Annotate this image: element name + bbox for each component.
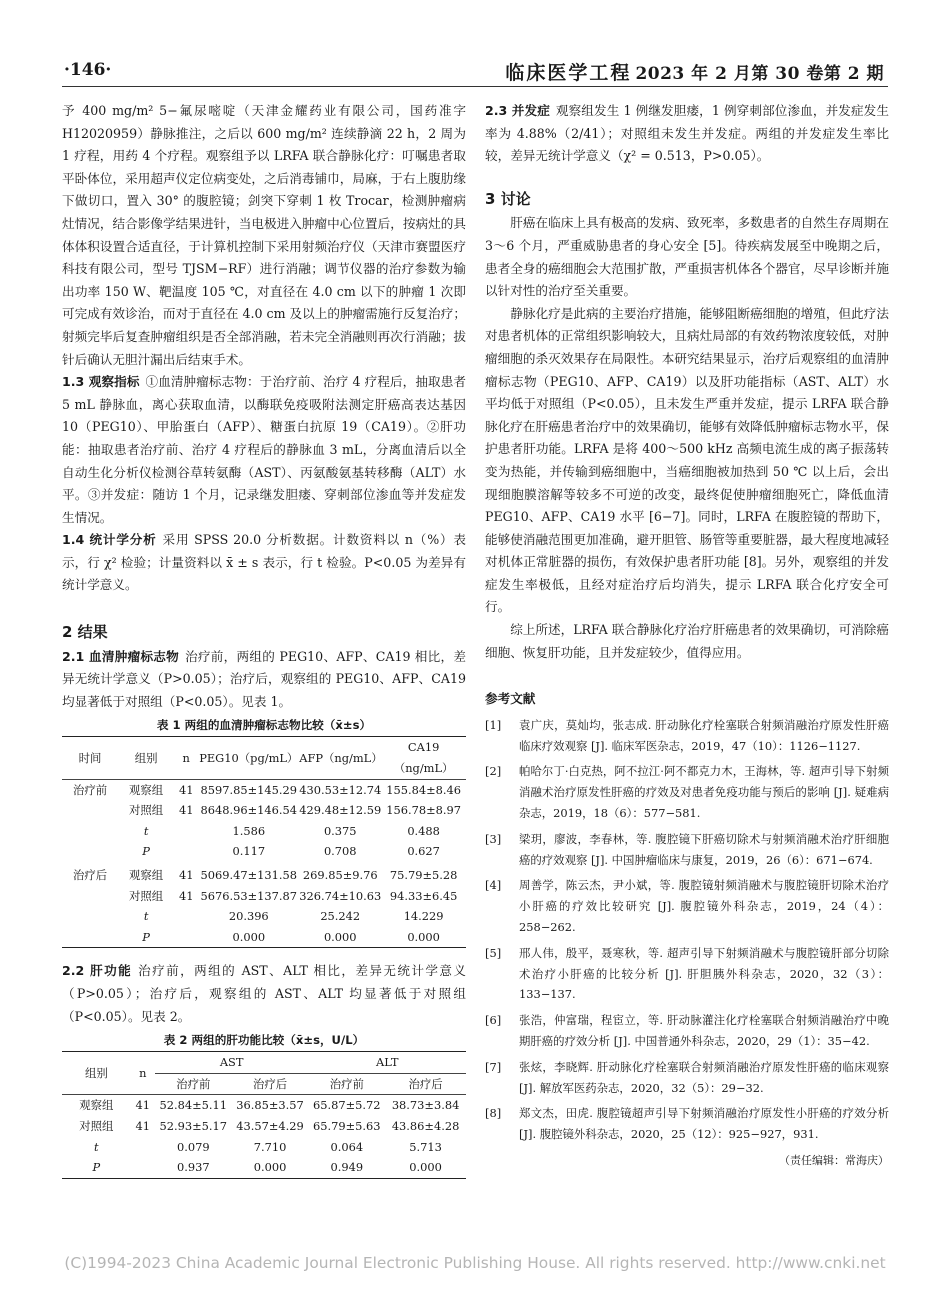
table1-cell [62,800,118,821]
table2-cell: 0.949 [308,1157,385,1178]
table1-header: AFP（ng/mL） [299,737,381,779]
reference-number: [6] [485,1013,502,1028]
table1-cell: 156.78±8.97 [386,803,461,818]
reference-number: [5] [485,945,502,960]
section-1-4-title: 1.4 统计学分析 [62,532,157,548]
table1-cell: 0.117 [232,844,266,859]
table2-header-group: 组别 [62,1052,131,1095]
section-1-3-title: 1.3 观察指标 [62,374,140,390]
reference-text: 袁广庆，莫灿均，张志成. 肝动脉化疗栓塞联合射频消融治疗原发性肝癌临床疗效观察 [J]. 临床军医杂志，2019，47（10）：1126−1127. [519,717,889,753]
section-2-2-body: 治疗前，两组的 AST、ALT 相比，差异无统计学意义（P>0.05）；治疗后，观察组的 AST、ALT 均显著低于对照组（P<0.05）。见表 2。 [62,963,466,1024]
table1-cell [62,906,118,927]
reference-number: [7] [485,1059,502,1074]
discussion-paragraph-1: 肝癌在临床上具有极高的发病、致死率，多数患者的自然生存周期在 3～6 个月，严重威胁患者的身心安全 [5]。待疾病发展至中晚期之后，患者全身的癌细胞会大范围扩散，严重损害机体各个器官，尽早诊断并施以针对性的治疗至关重要。 [485,215,889,299]
reference-text: 张浩，仲富瑞，程宦立，等. 肝动脉灌注化疗栓塞联合射频消融治疗中晚期肝癌的疗效分析 [J]. 中国普通外科杂志，2020，29（1）：35−42. [519,1013,889,1048]
table2-cell: 36.85±3.57 [236,1098,304,1113]
table2-row [62,1095,466,1116]
table2 [62,1051,466,1179]
table1-cell: t [143,823,149,838]
reference-item [485,1057,889,1099]
table1-row [62,927,466,948]
table2-header-after: 治疗后 [385,1073,466,1095]
left-column [62,100,466,1179]
journal-name: 临床医学工程 [505,62,632,84]
reference-text: 帕哈尔丁·白克热，阿不拉江·阿不都克力木，王海林，等. 超声引导下射频消融术治疗原发性肝癌的疗效及对患者免疫功能与预后的影响 [J]. 疑难病杂志，2019，18（6）：577−581. [519,764,889,821]
page-number: ·146· [64,60,112,80]
table1-cell [174,841,198,862]
table1-row [62,886,466,907]
copyright-watermark: (C)1994-2023 China Academic Journal Electronic Publishing House. All rights reserved. http://www.cnki.net [64,1254,886,1272]
table2-cell: 观察组 [79,1098,114,1113]
table1-cell [174,906,198,927]
table1-caption: 表 1 两组的血清肿瘤标志物比较（x̄±s） [156,718,372,733]
table1-cell: 8597.85±145.29 [200,782,298,797]
references-list [485,715,889,1145]
reference-item [485,1010,889,1052]
reference-item [485,943,889,1005]
section-2-2 [62,960,466,1028]
table1-cell: 75.79±5.28 [389,868,458,882]
table2-cell: 0.064 [330,1139,364,1154]
table1-cell [174,927,198,948]
table2-cell: 对照组 [79,1118,114,1133]
reference-number: [1] [485,717,502,732]
table1-cell: 25.242 [320,909,361,924]
table2-cell: 43.86±4.28 [391,1118,460,1133]
table1-cell: 0.708 [323,844,357,859]
table2-header-alt: ALT [308,1052,466,1074]
table1-cell [174,821,198,842]
table1-row [62,821,466,842]
table1-cell: 5676.53±137.87 [200,888,298,903]
table1-cell: 0.627 [407,844,440,859]
section-2-title: 2 结果 [62,623,108,642]
table1-cell: 0.375 [323,823,357,838]
reference-number: [4] [485,878,502,893]
section-1-3 [62,371,466,529]
section-2-3-body: 观察组发生 1 例继发胆瘘，1 例穿刺部位渗血，并发症发生率为 4.88%（2/41）；对照组未发生并发症。两组的并发症发生率比较，差异无统计学意义（χ² = 0.513，P>0.05）。 [485,103,889,164]
reference-text: 邢人伟，殷平，聂寒秋，等. 超声引导下射频消融术与腹腔镜肝部分切除术治疗小肝癌的比较分析 [J]. 肝胆胰外科杂志，2020，32（3）：133−137. [519,945,889,1002]
table1-row [62,841,466,862]
table2-header-ast: AST [155,1052,309,1074]
table2-cell: 0.000 [232,1157,309,1178]
table2-cell: 52.84±5.11 [159,1098,228,1113]
methods-paragraph: 予 400 mg/m² 5−氟尿嘧啶（天津金耀药业有限公司，国药准字 H12020959）静脉推注，之后以 600 mg/m² 连续静滴 22 h，2 周为 1 疗程，用药 4 个疗程。观察组予以 LRFA 联合静脉化疗：叮嘱患者取平卧体位，采用超声仪定位病变处，之后消毒铺巾，局麻，于右上腹肋缘下做切口，置入 30° 的腹腔镜；剑突下穿刺 1 枚 Trocar，检测肿瘤病灶情况，结合影像学结果进针，当电极进入肿瘤中心位置后，按病灶的具体体积设置合适直径，于计算机控制下采用射频治疗仪（天津市赛盟医疗科技有限公司，型号 TJSM−RF）进行消融；调节仪器的治疗参数为输出功率 150 W、靶温度 105 ℃，对直径在 4.0 cm 以下的肿瘤 1 次即可完成有效诊治，而对于直径在 4.0 cm 及以上的肿瘤需施行反复治疗；射频完毕后复查肿瘤组织是否全部消融，若未完全消融则再次行消融；拔针后确认无胆汁漏出后结束手术。 [62,103,466,367]
table1-cell: P [142,844,150,859]
discussion-paragraph-3: 综上所述，LRFA 联合静脉化疗治疗肝癌患者的效果确切，可消除癌细胞、恢复肝功能，且并发症较少，值得应用。 [485,622,889,660]
references-title: 参考文献 [485,691,536,707]
table1-cell: 41 [178,803,194,818]
reference-text: 周善学，陈云杰，尹小斌，等. 腹腔镜射频消融术与腹腔镜肝切除术治疗小肝癌的疗效比较研究 [J]. 腹腔镜外科杂志，2019，24（4）：258−262. [519,878,889,935]
table2-cell [131,1137,155,1158]
table2-body [62,1095,466,1178]
section-2-1-title: 2.1 血清肿瘤标志物 [62,648,180,664]
table1-body [62,779,466,948]
table2-cell: P [62,1157,131,1178]
reference-item [485,1103,889,1145]
table1-cell [62,841,118,862]
table1 [62,736,466,948]
reference-number: [2] [485,764,502,779]
table1-row [62,800,466,821]
table1-cell: 5069.47±131.58 [200,868,298,882]
reference-number: [3] [485,831,502,846]
table1-cell: 治疗前 [72,782,108,797]
section-2-3-title: 2.3 并发症 [485,103,550,118]
table1-cell: 治疗后 [72,868,108,882]
table1-row [62,906,466,927]
table1-cell: 20.396 [228,909,269,924]
table1-cell: 326.74±10.63 [299,888,382,903]
table2-cell: 65.87±5.72 [313,1098,381,1113]
table1-header: 时间 [62,737,118,779]
page-header [62,52,888,87]
journal-issue: 2023 年 2 月第 30 卷第 2 期 [635,64,884,84]
table2-row [62,1137,466,1158]
table1-cell: 41 [178,888,194,903]
section-2-1 [62,646,466,714]
table2-cell: 0.000 [385,1157,466,1178]
reference-text: 梁玥，廖波，李春林，等. 腹腔镜下肝癌切除术与射频消融术治疗肝细胞癌的疗效观察 [J]. 中国肿瘤临床与康复，2019，26（6）：671−674. [519,831,889,867]
table1-header: 组别 [118,737,174,779]
reference-item [485,875,889,937]
table1-cell: 41 [178,782,194,797]
table1-cell: 0.000 [299,927,381,948]
table2-cell: 5.713 [409,1139,442,1154]
table1-cell: 观察组 [129,782,164,797]
table2-cell [131,1157,155,1178]
table1-cell [62,821,118,842]
section-1-4-body: 采用 SPSS 20.0 分析数据。计数资料以 n（%）表示，行 χ² 检验；计量资料以 x̄ ± s 表示，行 t 检验。P<0.05 为差异有统计学意义。 [62,532,466,593]
reference-number: [8] [485,1106,502,1121]
table1-header: PEG10（pg/mL） [198,737,299,779]
section-2-1-body: 治疗前，两组的 PEG10、AFP、CA19 相比，差异无统计学意义（P>0.05）；治疗后，观察组的 PEG10、AFP、CA19 均显著低于对照组（P<0.05）。见表 1。 [62,648,466,709]
table1-row [62,779,466,800]
table2-cell: 41 [135,1098,151,1113]
table2-cell: 0.079 [176,1139,210,1154]
table2-cell: 41 [135,1118,151,1133]
journal-info [505,58,884,85]
table1-cell: 0.000 [198,927,299,948]
table1-cell: 430.53±12.74 [299,782,382,797]
table2-cell: t [94,1139,99,1154]
reference-text: 郑文杰，田虎. 腹腔镜超声引导下射频消融治疗原发性小肝癌的疗效分析 [J]. 腹腔镜外科杂志，2020，25（12）：925−927，931. [519,1106,889,1142]
reference-item [485,829,889,871]
table1-cell: 14.229 [403,909,444,924]
table1-cell: 0.000 [381,927,466,948]
table2-header-before: 治疗前 [308,1073,385,1095]
table1-header: CA19（ng/mL） [381,737,466,779]
table1-cell: 429.48±12.59 [299,803,382,818]
table1-cell: 1.586 [232,823,266,838]
table1-cell: 8648.96±146.54 [200,803,298,818]
reference-text: 张炫，李晓辉. 肝动脉化疗栓塞联合射频消融治疗原发性肝癌的临床观察 [J]. 解放军医药杂志，2020，32（5）：29−32. [519,1059,889,1095]
section-1-4 [62,529,466,597]
discussion-paragraph-2: 静脉化疗是此病的主要治疗措施，能够阻断癌细胞的增殖，但此疗法对患者机体的正常组织影响较大，且病灶局部的有效药物浓度较低，对肿瘤细胞的杀灭效果存在局限性。本研究结果显示，治疗后观察组的血清肿瘤标志物（PEG10、AFP、CA19）以及肝功能指标（AST、ALT）水平均低于对照组（P<0.05），且未发生严重并发症，提示 LRFA 联合静脉化疗在肝癌患者治疗中的效果确切，能够有效降低肿瘤标志物水平，保护患者肝功能。LRFA 是将 400～500 kHz 高频电流生成的离子振荡转变为热能，并传输到癌细胞中，当癌细胞被加热到 50 ℃ 以上后，会出现细胞膜溶解等较多不可逆的改变，最终促使肿瘤细胞死亡，降低血清 PEG10、AFP、CA19 水平 [6−7]。同时，LRFA 在腹腔镜的帮助下，能够使消融范围更加准确，避开胆管、肠管等重要脏器，最大程度地减轻对机体正常脏器的损伤，有效保护患者肝功能 [8]。另外，观察组的并发症发生率极低，且经对症治疗后均消失，提示 LRFA 联合化疗安全可行。 [485,305,889,615]
section-1-3-body: ①血清肿瘤标志物：于治疗前、治疗 4 疗程后，抽取患者 5 mL 静脉血，离心获取血清，以酶联免疫吸附法测定肝癌高表达基因 10（PEG10）、甲胎蛋白（AFP）、糖蛋白抗原 19（CA19）。②肝功能：抽取患者治疗前、治疗 4 疗程后的静脉血 3 mL，分离血清后以全自动生化分析仪检测谷草转氨酶（AST）、丙氨酸氨基转移酶（ALT）水平。③并发症：随访 1 个月，记录继发胆瘘、穿刺部位渗血等并发症发生情况。 [62,374,466,525]
table2-caption: 表 2 两组的肝功能比较（x̄±s，U/L） [163,1033,365,1048]
table2-row [62,1157,466,1178]
table1-header-row [62,737,466,779]
table2-cell: 38.73±3.84 [391,1098,460,1113]
section-3-title: 3 讨论 [485,189,531,208]
table2-cell: 7.710 [253,1139,287,1154]
table1-cell: t [143,909,149,924]
table2-header-after: 治疗后 [232,1073,309,1095]
table2-header-before: 治疗前 [155,1073,232,1095]
section-2-2-title: 2.2 肝功能 [62,963,133,979]
right-column [485,100,889,1173]
table2-header-n: n [131,1052,155,1095]
table1-cell: P [118,927,174,948]
table2-cell: 65.79±5.63 [313,1118,381,1133]
table1-cell [62,927,118,948]
reference-item [485,761,889,823]
section-2-3 [485,100,889,168]
table1-cell: 对照组 [129,888,164,903]
table1-cell: 269.85±9.76 [302,868,378,882]
editor-note: （责任编辑：常海庆） [779,1153,889,1167]
table1-row [62,865,466,886]
table1-cell: 41 [178,868,194,882]
table1-cell [62,886,118,907]
table1-cell: 155.84±8.46 [386,782,461,797]
table1-cell: 对照组 [129,803,164,818]
table1-cell: 94.33±6.45 [389,888,458,903]
reference-item [485,715,889,757]
table1-cell: 观察组 [129,868,164,882]
table2-cell: 0.937 [155,1157,232,1178]
table1-header: n [174,737,198,779]
table2-cell: 52.93±5.17 [159,1118,228,1133]
table2-cell: 43.57±4.29 [236,1118,304,1133]
table2-header-row-1 [62,1052,466,1074]
table1-cell: 0.488 [407,823,440,838]
table2-row [62,1116,466,1137]
